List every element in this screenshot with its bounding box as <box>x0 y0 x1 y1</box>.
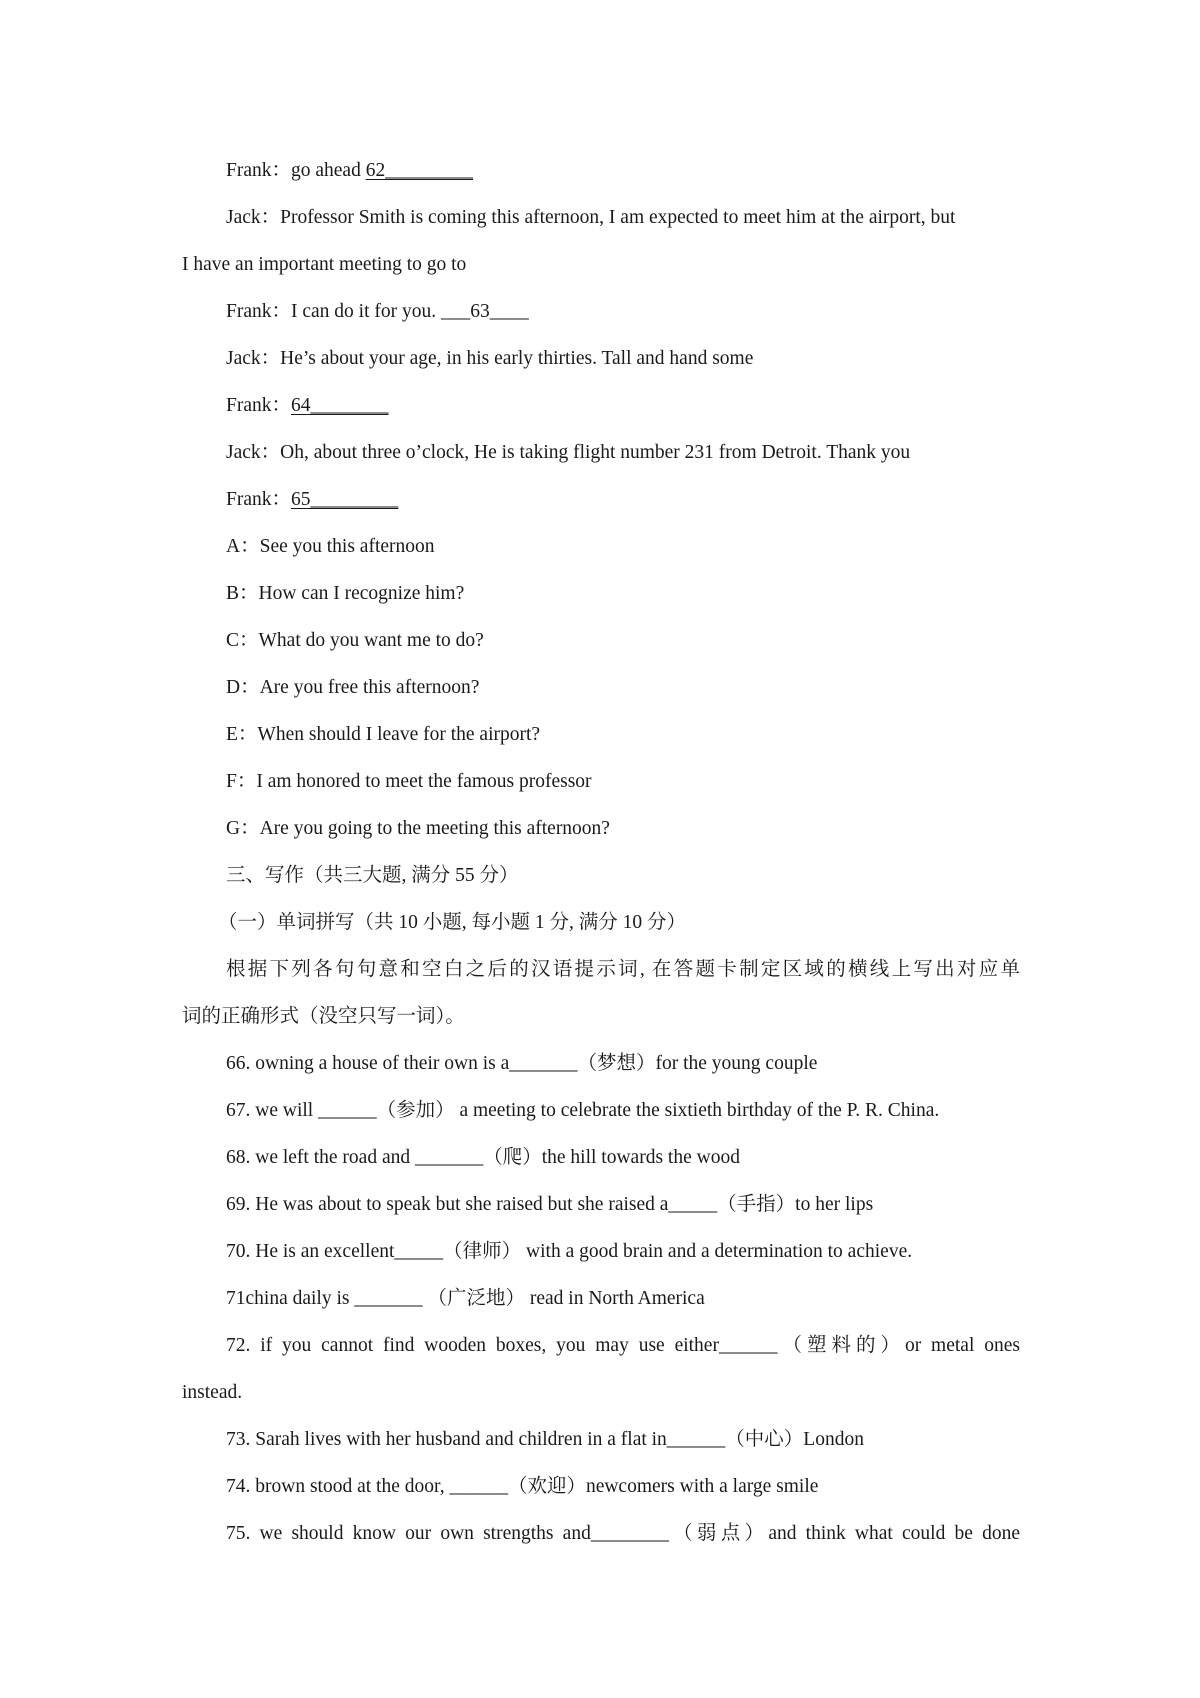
speaker: Jack： <box>226 348 281 369</box>
option-c <box>226 628 484 654</box>
option-a <box>226 534 435 560</box>
option-letter: E： <box>226 724 258 745</box>
option-text: What do you want me to do? <box>258 630 484 651</box>
option-text: I am honored to meet the famous professor <box>256 771 592 792</box>
option-letter: D： <box>226 677 260 698</box>
option-text: When should I leave for the airport? <box>257 724 541 745</box>
option-text: Are you going to the meeting this afternoon? <box>259 818 610 839</box>
blank-64: 64________ <box>291 395 389 416</box>
option-e <box>226 722 540 748</box>
question-72: 72. if you cannot find wooden boxes, you may use either______（塑料的）or metal ones <box>226 1335 1020 1356</box>
question-68: 68. we left the road and _______（爬）the hill towards the wood <box>226 1147 740 1168</box>
question-74: 74. brown stood at the door, ______（欢迎）newcomers with a large smile <box>226 1476 819 1497</box>
option-text: Are you free this afternoon? <box>259 677 480 698</box>
question-69: 69. He was about to speak but she raised but she raised a_____（手指）to her lips <box>226 1194 874 1215</box>
option-letter: F： <box>226 771 257 792</box>
option-d <box>226 675 479 701</box>
dialogue-line-jack-3 <box>226 440 910 466</box>
option-text: How can I recognize him? <box>258 583 465 604</box>
instruction-line-2: 词的正确形式（没空只写一词）。 <box>182 1006 465 1027</box>
speaker: Frank： <box>226 395 291 416</box>
option-g <box>226 816 610 842</box>
question-67: 67. we will ______（参加） a meeting to celebrate the sixtieth birthday of the P. R. China. <box>226 1100 940 1121</box>
option-letter: B： <box>226 583 259 604</box>
option-letter: A： <box>226 536 260 557</box>
option-f <box>226 769 592 795</box>
option-text: See you this afternoon <box>259 536 435 557</box>
option-b <box>226 581 464 607</box>
dialogue-line-jack-2 <box>226 346 753 372</box>
speaker: Frank： <box>226 160 291 181</box>
dialogue-text: I have an important meeting to go to <box>182 254 467 275</box>
question-66: 66. owning a house of their own is a_______（梦想）for the young couple <box>226 1053 818 1074</box>
section-subheading: （一）单词拼写（共 10 小题, 每小题 1 分, 满分 10 分） <box>218 912 687 933</box>
dialogue-line-frank-65 <box>226 487 398 513</box>
blank-62: 62_________ <box>365 160 473 181</box>
question-71: 71china daily is _______ （广泛地） read in North America <box>226 1288 705 1309</box>
dialogue-text: go ahead <box>291 160 366 181</box>
speaker: Frank： <box>226 301 291 322</box>
question-70: 70. He is an excellent_____（律师） with a good brain and a determination to achieve. <box>226 1241 913 1262</box>
question-75: 75. we should know our own strengths and________（弱点）and think what could be done <box>226 1523 1020 1544</box>
option-letter: G： <box>226 818 260 839</box>
question-72-continuation: instead. <box>182 1382 243 1403</box>
dialogue-text: Professor Smith is coming this afternoon, I am expected to meet him at the airport, but <box>280 207 956 228</box>
question-73: 73. Sarah lives with her husband and children in a flat in______（中心）London <box>226 1429 864 1450</box>
option-letter: C： <box>226 630 259 651</box>
speaker: Jack： <box>226 207 281 228</box>
dialogue-continuation <box>182 252 466 278</box>
section-heading: 三、写作（共三大题, 满分 55 分） <box>226 865 519 886</box>
speaker: Frank： <box>226 489 291 510</box>
blank-63: ___63____ <box>441 301 529 322</box>
dialogue-line-frank-62 <box>226 158 473 184</box>
dialogue-text: I can do it for you. <box>291 301 442 322</box>
dialogue-line-frank-63 <box>226 299 529 325</box>
speaker: Jack： <box>226 442 281 463</box>
dialogue-line-jack-1 <box>226 205 955 231</box>
dialogue-line-frank-64 <box>226 393 389 419</box>
dialogue-text: Oh, about three o’clock, He is taking flight number 231 from Detroit. Thank you <box>280 442 911 463</box>
instruction-line-1: 根据下列各句句意和空白之后的汉语提示词, 在答题卡制定区域的横线上写出对应单 <box>226 959 1020 980</box>
blank-65: 65_________ <box>291 489 399 510</box>
dialogue-text: He’s about your age, in his early thirties. Tall and hand some <box>280 348 754 369</box>
